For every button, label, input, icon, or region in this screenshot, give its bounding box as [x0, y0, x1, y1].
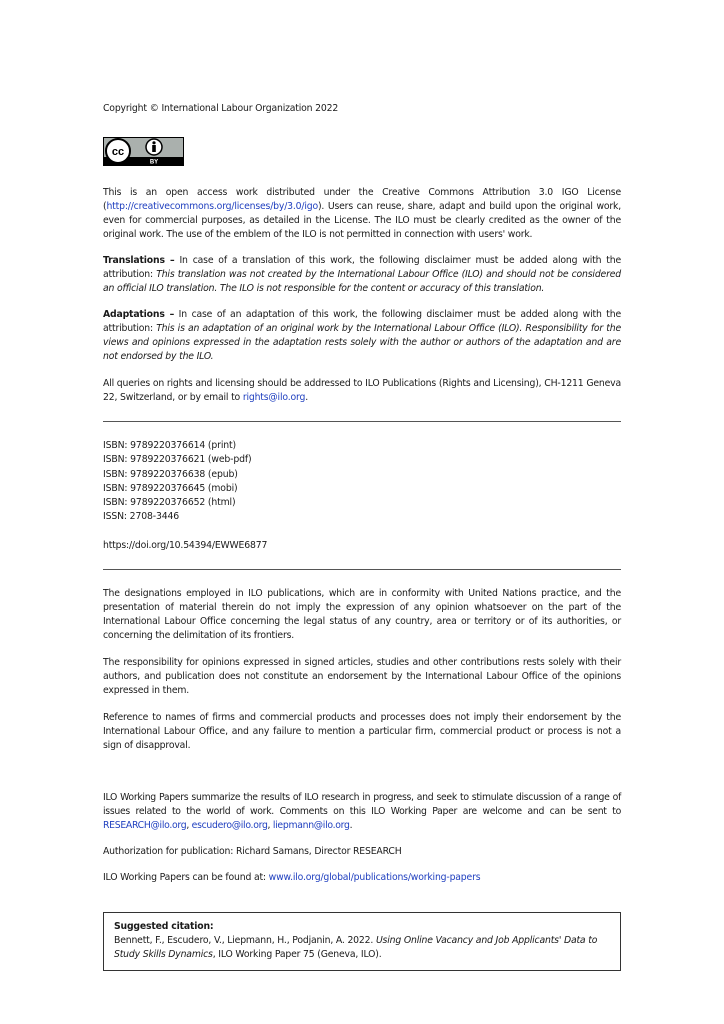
- disclaimer-designations: The designations employed in ILO publications, which are in conformity with United Nations practice, and the presentation of material therein do not imply the expression of any opinion whatsoever on the part of the International Labour Office concerning the legal status of any country, area or territory or of its authorities, or concerning the delimitation of its frontiers.: [103, 588, 621, 642]
- escudero-email-link[interactable]: escudero@ilo.org: [191, 820, 268, 832]
- translations-disclaimer: This translation was not created by the International Labour Office (ILO) and should not be considered an official ILO translation. The ILO is not responsible for the content or accuracy of this translation.: [103, 269, 621, 295]
- doi: https://doi.org/10.54394/EWWE6877: [103, 540, 268, 551]
- working-papers-link[interactable]: www.ilo.org/global/publications/working-papers: [268, 872, 481, 883]
- research-email-link[interactable]: RESEARCH@ilo.org: [103, 820, 187, 832]
- license-link[interactable]: http://creativecommons.org/licenses/by/3.0/igo: [106, 201, 318, 213]
- queries-paragraph: All queries on rights and licensing should be addressed to ILO Publications (Rights and Licensing), CH-1211 Geneva 22, Switzerland, or by email to rights@ilo.org.: [103, 378, 621, 404]
- copyright-notice: Copyright © International Labour Organization 2022: [103, 103, 339, 114]
- working-papers-location: ILO Working Papers can be found at: www.ilo.org/global/publications/working-papers: [103, 872, 481, 883]
- suggested-citation-box: [103, 912, 621, 971]
- adaptations-heading: Adaptations –: [103, 309, 175, 320]
- disclaimer-responsibility: The responsibility for opinions expressed in signed articles, studies and other contributions rests solely with their authors, and publication does not constitute an endorsement by the International Labour Office of the opinions expressed in them.: [103, 657, 621, 697]
- citation-text: Bennett, F., Escudero, V., Liepmann, H., Podjanin, A. 2022. Using Online Vacancy and Job Applicants' Data to Study Skills Dynamics, ILO Working Paper 75 (Geneva, ILO).: [114, 935, 598, 961]
- working-papers-paragraph: ILO Working Papers summarize the results of ILO research in progress, and seek to stimulate discussion of a range of issues related to the world of work. Comments on this ILO Working Paper are welcome and can be sent to RESEARCH@ilo.org, escudero@ilo.org, liepmann@ilo.org.: [103, 792, 621, 832]
- isbn-item: ISBN: 9789220376621 (web-pdf): [103, 454, 252, 466]
- authorization: Authorization for publication: Richard Samans, Director RESEARCH: [103, 846, 402, 857]
- citation-heading: Suggested citation:: [114, 921, 214, 932]
- issn-item: ISSN: 2708-3446: [103, 511, 180, 523]
- translations-paragraph: Translations – In case of a translation of this work, the following disclaimer must be added along with the attribution: This translation was not created by the International Labour Office (ILO) and should not be considered an official ILO translation. The ILO is not responsible for the content or accuracy of this translation.: [103, 255, 622, 295]
- liepmann-email-link[interactable]: liepmann@ilo.org: [272, 820, 350, 832]
- translations-heading: Translations –: [103, 255, 175, 266]
- isbn-item: ISBN: 9789220376652 (html): [103, 497, 236, 509]
- isbn-list: [103, 439, 621, 525]
- disclaimer-references: Reference to names of firms and commercial products and processes does not imply their endorsement by the International Labour Office, and any failure to mention a particular firm, commercial product or process is not a sign of disapproval.: [103, 712, 621, 752]
- license-paragraph: This is an open access work distributed under the Creative Commons Attribution 3.0 IGO License (http://creativecommons.org/licenses/by/3.0/igo). Users can reuse, share, adapt and build upon the original work, even for commercial purposes, as detailed in the License. The ILO must be clearly credited as the owner of the original work. The use of the emblem of the ILO is not permitted in connection with users' work.: [103, 187, 621, 241]
- divider-bottom: [103, 569, 621, 570]
- isbn-item: ISBN: 9789220376614 (print): [103, 440, 236, 451]
- divider-top: [103, 421, 621, 422]
- rights-email-link[interactable]: rights@ilo.org: [242, 392, 306, 404]
- by-badge-text: BY: [149, 159, 159, 166]
- cc-by-license-badge-icon[interactable]: [103, 137, 184, 166]
- adaptations-paragraph: Adaptations – In case of an adaptation of this work, the following disclaimer must be added along with the attribution: This is an adaptation of an original work by the International Labour Office (ILO). Responsibility for the views and opinions expressed in the adaptation rests solely with the author or authors of the adaptation and are not endorsed by the ILO.: [103, 309, 621, 363]
- cc-badge-text: cc: [111, 146, 125, 158]
- citation-title: Using Online Vacancy and Job Applicants' Data to Study Skills Dynamics: [114, 935, 598, 961]
- isbn-item: ISBN: 9789220376638 (epub): [103, 468, 238, 480]
- isbn-item: ISBN: 9789220376645 (mobi): [103, 482, 238, 494]
- adaptations-disclaimer: This is an adaptation of an original work by the International Labour Office (ILO). Responsibility for the views and opinions expressed in the adaptation rests solely with the author or authors of the adaptation and are not endorsed by the ILO.: [103, 323, 621, 363]
